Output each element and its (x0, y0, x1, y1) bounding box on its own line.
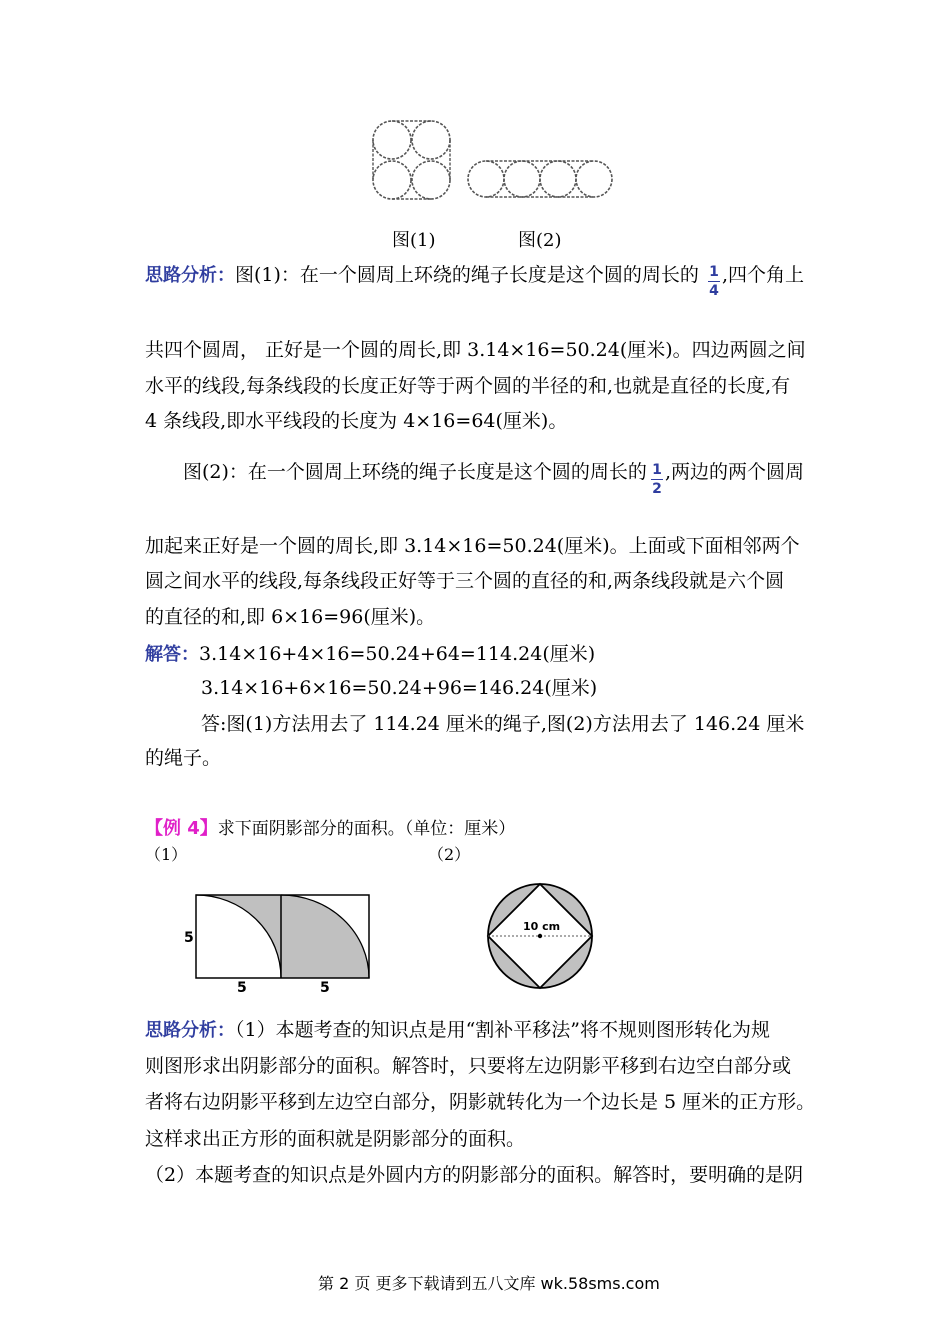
fig2-diameter-label: 10 cm (523, 920, 561, 933)
example4-sub1: （1） (145, 845, 188, 864)
answer-label: 解答： (145, 644, 199, 665)
fraction-one-half: 1 2 (652, 462, 662, 497)
figure-2-caption: 图(2) (518, 230, 562, 251)
para1-line3: 水平的线段,每条线段的长度正好等于两个圆的半径的和,也就是直径的长度,有 (145, 375, 791, 397)
para2-line1: 图(2)：在一个圆周上环绕的绳子长度是这个圆的周长的 (183, 461, 647, 483)
para2-line1-end: ,两边的两个圆周 (665, 461, 805, 483)
para1-line2: 共四个圆周， 正好是一个圆的周长,即 3.14×16=50.24(厘米)。四边两圆之间 (145, 339, 806, 361)
answer-line4: 的绳子。 (145, 747, 222, 769)
figure-1-circles (368, 118, 458, 204)
analysis-label-2: 思路分析： (145, 1020, 235, 1041)
para3-line5: （2）本题考查的知识点是外圆内方的阴影部分的面积。解答时，要明确的是阴 (145, 1164, 804, 1186)
para1-line1 (145, 263, 699, 288)
para2-line2: 加起来正好是一个圆的周长,即 3.14×16=50.24(厘米)。上面或下面相邻两个 (145, 535, 800, 557)
answer-line2: 3.14×16+6×16=50.24+96=146.24(厘米) (201, 677, 598, 699)
para3-line4: 这样求出正方形的面积就是阴影部分的面积。 (145, 1128, 526, 1150)
example4-figure-2 (484, 880, 596, 992)
answer-line1 (145, 642, 595, 667)
figure-1-caption: 图(1) (392, 230, 436, 251)
para2-line3: 圆之间水平的线段,每条线段正好等于三个圆的直径的和,两条线段就是六个圆 (145, 570, 785, 592)
example4-label: 【例 4】 (145, 818, 218, 839)
figure-2-circles (466, 158, 616, 200)
shade-left (196, 895, 281, 978)
answer-line1-text: 3.14×16+4×16=50.24+64=114.24(厘米) (199, 643, 596, 665)
para1-line4: 4 条线段,即水平线段的长度为 4×16=64(厘米)。 (145, 410, 568, 432)
fig1-side-label: 5 (184, 930, 194, 946)
example4-text: 求下面阴影部分的面积。（单位：厘米） (217, 819, 516, 839)
fraction-one-quarter: 1 4 (709, 264, 719, 299)
para1-line1-text: 图(1)：在一个圆周上环绕的绳子长度是这个圆的周长的 (235, 264, 699, 286)
example4-sub2: （2） (428, 845, 471, 864)
shade-right (281, 895, 369, 978)
example4-heading (145, 817, 515, 841)
para1-line1-end: ,四个角上 (722, 264, 805, 286)
para3-line2: 则图形求出阴影部分的面积。解答时，只要将左边阴影平移到右边空白部分或 (145, 1055, 792, 1077)
fig1-bottom-right-label: 5 (320, 980, 330, 996)
para3-line1 (145, 1018, 770, 1043)
analysis-label: 思路分析： (145, 265, 235, 286)
para2-line4: 的直径的和,即 6×16=96(厘米)。 (145, 606, 436, 628)
para3-line1-text: （1）本题考查的知识点是用“割补平移法”将不规则图形转化为规 (235, 1019, 771, 1041)
example4-figure-1 (178, 890, 378, 998)
para3-line3: 者将右边阴影平移到左边空白部分，阴影就转化为一个边长是 5 厘米的正方形。 (145, 1091, 816, 1113)
fig1-bottom-left-label: 5 (237, 980, 247, 996)
page-footer: 第 2 页 更多下载请到五八文库 wk.58sms.com (318, 1274, 660, 1293)
answer-line3: 答:图(1)方法用去了 114.24 厘米的绳子,图(2)方法用去了 146.24 厘米 (201, 713, 805, 735)
